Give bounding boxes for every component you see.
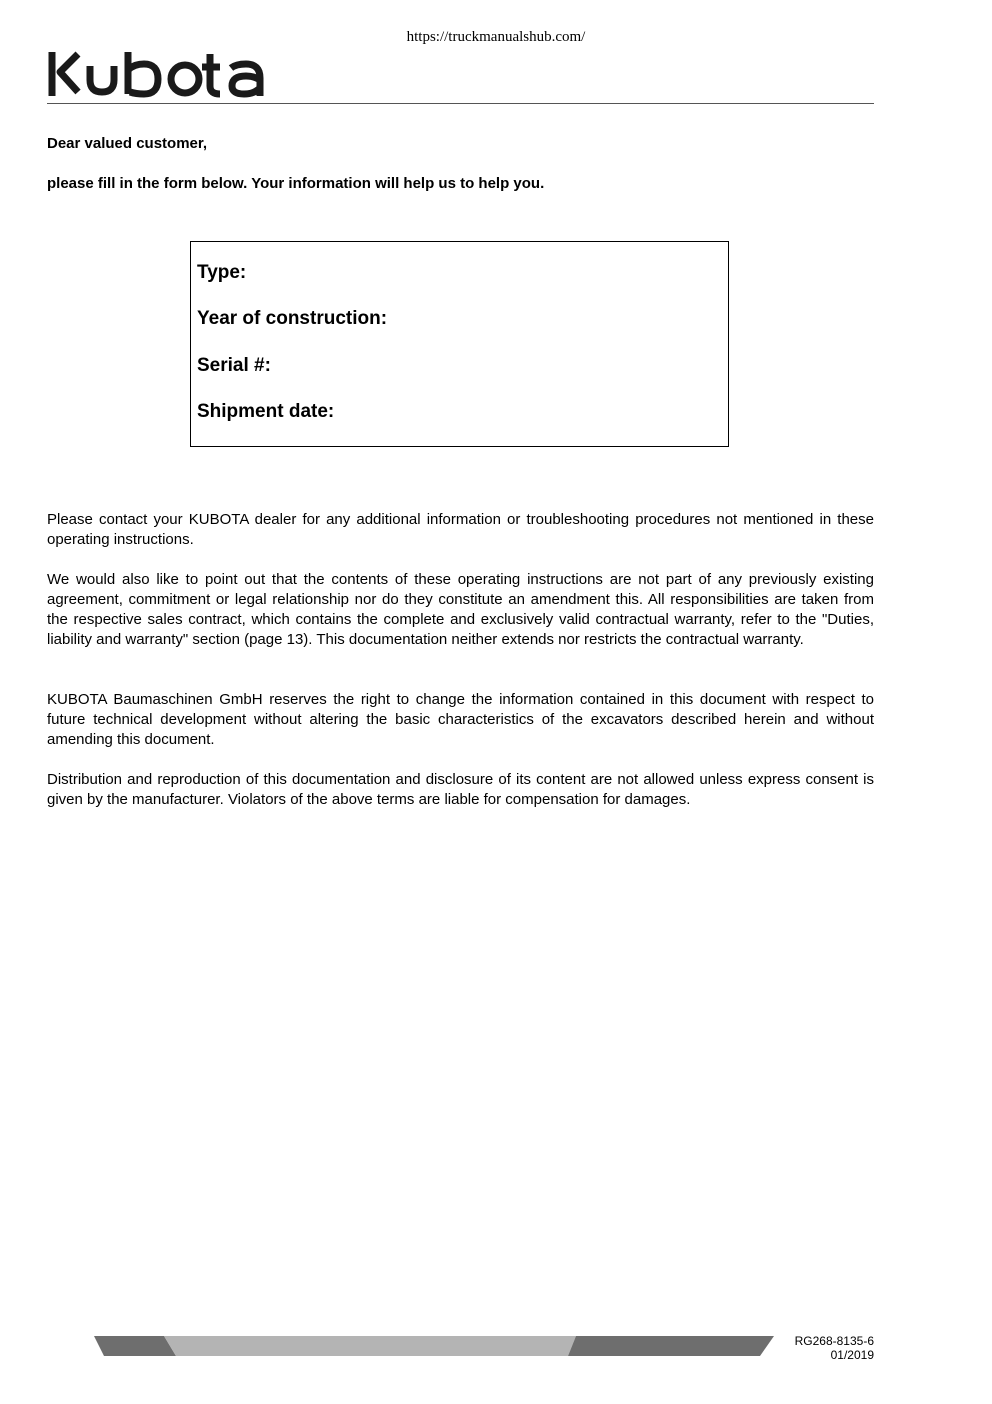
paragraph-change-rights: KUBOTA Baumaschinen GmbH reserves the right to change the information contained in this document with respect to future technical development without altering the basic characteristics of the excavators described herein and without amending this document.: [47, 691, 874, 748]
footer-bar-left-segment: [94, 1336, 176, 1356]
form-field-type: Type:: [197, 262, 247, 283]
kubota-logo: [48, 50, 266, 98]
header-divider: [47, 103, 874, 104]
footer-bar-right-segment: [568, 1336, 774, 1356]
paragraph-warranty-notice: We would also like to point out that the contents of these operating instructions are not part of any previously existing agreement, commitment or legal relationship nor do they constitute an amendment this. All responsibilities are taken from the respective sales contract, which contains the complete and exclusively valid contractual warranty, refer to the "Duties, liability and warranty" section (page 13). This documentation neither extends nor restricts the contractual warranty.: [47, 571, 874, 648]
form-field-shipment-date: Shipment date:: [197, 401, 335, 422]
form-field-serial-number: Serial #:: [197, 355, 271, 376]
document-number: RG268-8135-6: [794, 1334, 874, 1348]
form-field-year-of-construction: Year of construction:: [197, 308, 388, 329]
customer-info-form: [190, 241, 729, 447]
footer-bar-middle-segment: [164, 1336, 576, 1356]
paragraph-distribution-notice: Distribution and reproduction of this documentation and disclosure of its content are not allowed unless express consent is given by the manufacturer. Violators of the above terms are liable for compensation for damages.: [47, 771, 874, 808]
document-date: 01/2019: [830, 1348, 874, 1362]
greeting-instruction: please fill in the form below. Your information will help us to help you.: [47, 175, 545, 192]
document-code: [795, 1334, 874, 1362]
greeting-salutation: Dear valued customer,: [47, 135, 208, 152]
source-url: https://truckmanualshub.com/: [406, 29, 586, 45]
footer-decorative-bar: [94, 1336, 774, 1358]
paragraph-contact-dealer: Please contact your KUBOTA dealer for any additional information or troubleshooting procedures not mentioned in these operating instructions.: [47, 511, 874, 548]
